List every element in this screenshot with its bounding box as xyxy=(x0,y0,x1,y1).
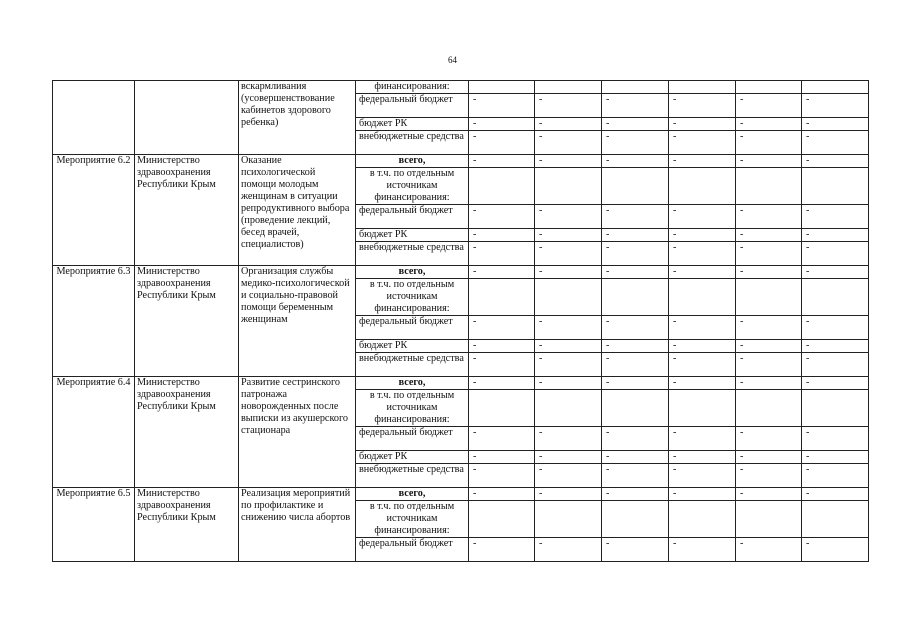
source-cell: финансирования: xyxy=(356,81,469,94)
value-cell: - xyxy=(602,488,669,501)
table-row xyxy=(53,155,869,168)
value-cell xyxy=(602,279,669,316)
value-cell: - xyxy=(736,155,802,168)
description-cell: вскармливания (усовершенствование кабинетов здорового ребенка) xyxy=(239,81,356,155)
source-cell: федеральный бюджет xyxy=(356,94,469,118)
value-cell: - xyxy=(669,488,736,501)
value-cell: - xyxy=(802,155,869,168)
value-cell: - xyxy=(469,353,535,377)
value-cell: - xyxy=(469,316,535,340)
table-row xyxy=(53,377,869,390)
source-cell: всего, xyxy=(356,155,469,168)
value-cell xyxy=(802,501,869,538)
value-cell xyxy=(669,390,736,427)
source-cell: внебюджетные средства xyxy=(356,464,469,488)
value-cell: - xyxy=(469,340,535,353)
value-cell xyxy=(602,168,669,205)
value-cell: - xyxy=(602,229,669,242)
executor-cell: Министерство здравоохранения Республики Крым xyxy=(135,488,239,562)
value-cell: - xyxy=(669,229,736,242)
table-row xyxy=(53,81,869,94)
source-cell: бюджет РК xyxy=(356,451,469,464)
table-row xyxy=(53,488,869,501)
value-cell: - xyxy=(535,266,602,279)
value-cell: - xyxy=(602,242,669,266)
value-cell: - xyxy=(535,353,602,377)
value-cell: - xyxy=(602,353,669,377)
value-cell: - xyxy=(669,427,736,451)
value-cell: - xyxy=(802,488,869,501)
value-cell: - xyxy=(469,118,535,131)
value-cell: - xyxy=(469,377,535,390)
value-cell: - xyxy=(469,488,535,501)
value-cell: - xyxy=(535,377,602,390)
value-cell: - xyxy=(736,118,802,131)
value-cell xyxy=(736,168,802,205)
value-cell xyxy=(669,81,736,94)
value-cell: - xyxy=(535,340,602,353)
value-cell xyxy=(602,81,669,94)
description-cell: Организация службы медико-психологической и социально-правовой помощи беременным женщинам xyxy=(239,266,356,377)
source-cell: внебюджетные средства xyxy=(356,353,469,377)
event-cell: Мероприятие 6.5 xyxy=(53,488,135,562)
value-cell xyxy=(669,279,736,316)
value-cell xyxy=(469,390,535,427)
value-cell: - xyxy=(602,266,669,279)
source-cell: всего, xyxy=(356,377,469,390)
value-cell: - xyxy=(669,353,736,377)
value-cell: - xyxy=(669,131,736,155)
value-cell: - xyxy=(602,205,669,229)
value-cell: - xyxy=(802,538,869,562)
value-cell: - xyxy=(535,242,602,266)
value-cell: - xyxy=(535,538,602,562)
value-cell xyxy=(736,390,802,427)
source-cell: всего, xyxy=(356,266,469,279)
value-cell: - xyxy=(469,266,535,279)
value-cell: - xyxy=(669,538,736,562)
value-cell: - xyxy=(802,94,869,118)
value-cell xyxy=(736,279,802,316)
value-cell: - xyxy=(535,131,602,155)
value-cell: - xyxy=(535,488,602,501)
value-cell: - xyxy=(535,155,602,168)
source-cell: федеральный бюджет xyxy=(356,205,469,229)
value-cell: - xyxy=(669,242,736,266)
value-cell: - xyxy=(602,118,669,131)
value-cell: - xyxy=(469,538,535,562)
value-cell: - xyxy=(469,155,535,168)
source-cell: в т.ч. по отдельным источникам финансирования: xyxy=(356,168,469,205)
source-cell: федеральный бюджет xyxy=(356,316,469,340)
value-cell: - xyxy=(802,353,869,377)
value-cell: - xyxy=(669,377,736,390)
description-cell: Реализация мероприятий по профилактике и снижению числа абортов xyxy=(239,488,356,562)
value-cell: - xyxy=(736,205,802,229)
value-cell: - xyxy=(736,229,802,242)
value-cell xyxy=(802,279,869,316)
value-cell: - xyxy=(802,377,869,390)
source-cell: внебюджетные средства xyxy=(356,131,469,155)
value-cell xyxy=(535,279,602,316)
value-cell xyxy=(535,168,602,205)
value-cell xyxy=(736,81,802,94)
source-cell: внебюджетные средства xyxy=(356,242,469,266)
value-cell: - xyxy=(602,451,669,464)
value-cell xyxy=(469,501,535,538)
event-cell: Мероприятие 6.2 xyxy=(53,155,135,266)
value-cell: - xyxy=(736,242,802,266)
source-cell: федеральный бюджет xyxy=(356,538,469,562)
value-cell: - xyxy=(736,266,802,279)
value-cell: - xyxy=(736,94,802,118)
value-cell xyxy=(669,168,736,205)
source-cell: бюджет РК xyxy=(356,118,469,131)
value-cell: - xyxy=(669,94,736,118)
source-cell: всего, xyxy=(356,488,469,501)
value-cell: - xyxy=(602,340,669,353)
value-cell: - xyxy=(736,538,802,562)
value-cell: - xyxy=(802,242,869,266)
value-cell: - xyxy=(669,316,736,340)
value-cell: - xyxy=(602,131,669,155)
executor-cell: Министерство здравоохранения Республики Крым xyxy=(135,266,239,377)
value-cell: - xyxy=(469,205,535,229)
value-cell: - xyxy=(535,427,602,451)
value-cell xyxy=(802,168,869,205)
page-number: 64 xyxy=(448,55,457,65)
value-cell: - xyxy=(802,316,869,340)
value-cell: - xyxy=(802,451,869,464)
value-cell: - xyxy=(535,451,602,464)
executor-cell xyxy=(135,81,239,155)
value-cell: - xyxy=(602,155,669,168)
source-cell: федеральный бюджет xyxy=(356,427,469,451)
value-cell: - xyxy=(535,94,602,118)
table-row xyxy=(53,266,869,279)
value-cell: - xyxy=(469,94,535,118)
value-cell: - xyxy=(535,205,602,229)
value-cell xyxy=(469,168,535,205)
value-cell: - xyxy=(736,316,802,340)
value-cell: - xyxy=(736,340,802,353)
value-cell: - xyxy=(802,118,869,131)
source-cell: бюджет РК xyxy=(356,229,469,242)
value-cell: - xyxy=(602,94,669,118)
source-cell: в т.ч. по отдельным источникам финансирования: xyxy=(356,390,469,427)
value-cell: - xyxy=(736,464,802,488)
value-cell: - xyxy=(802,464,869,488)
value-cell: - xyxy=(469,131,535,155)
value-cell: - xyxy=(736,427,802,451)
value-cell xyxy=(535,81,602,94)
value-cell: - xyxy=(669,451,736,464)
value-cell: - xyxy=(469,229,535,242)
value-cell: - xyxy=(669,118,736,131)
value-cell: - xyxy=(802,229,869,242)
value-cell: - xyxy=(602,464,669,488)
value-cell xyxy=(469,279,535,316)
value-cell: - xyxy=(669,266,736,279)
value-cell: - xyxy=(469,242,535,266)
value-cell: - xyxy=(669,155,736,168)
executor-cell: Министерство здравоохранения Республики Крым xyxy=(135,155,239,266)
value-cell: - xyxy=(602,427,669,451)
value-cell: - xyxy=(669,205,736,229)
description-cell: Оказание психологической помощи молодым женщинам в ситуации репродуктивного выбора (проведение лекций, бесед врачей, специалистов) xyxy=(239,155,356,266)
value-cell xyxy=(802,81,869,94)
value-cell xyxy=(469,81,535,94)
value-cell: - xyxy=(535,464,602,488)
value-cell: - xyxy=(535,316,602,340)
value-cell: - xyxy=(669,340,736,353)
value-cell xyxy=(736,501,802,538)
value-cell: - xyxy=(602,316,669,340)
value-cell: - xyxy=(802,131,869,155)
value-cell xyxy=(535,501,602,538)
value-cell: - xyxy=(736,131,802,155)
value-cell: - xyxy=(802,266,869,279)
value-cell xyxy=(802,390,869,427)
value-cell: - xyxy=(802,205,869,229)
value-cell: - xyxy=(469,427,535,451)
value-cell: - xyxy=(602,538,669,562)
event-cell xyxy=(53,81,135,155)
value-cell xyxy=(602,390,669,427)
funding-table xyxy=(52,80,869,562)
value-cell xyxy=(535,390,602,427)
value-cell: - xyxy=(736,377,802,390)
executor-cell: Министерство здравоохранения Республики Крым xyxy=(135,377,239,488)
source-cell: бюджет РК xyxy=(356,340,469,353)
value-cell xyxy=(669,501,736,538)
value-cell: - xyxy=(802,340,869,353)
event-cell: Мероприятие 6.3 xyxy=(53,266,135,377)
value-cell: - xyxy=(469,464,535,488)
value-cell: - xyxy=(469,451,535,464)
value-cell: - xyxy=(802,427,869,451)
value-cell: - xyxy=(669,464,736,488)
value-cell: - xyxy=(736,488,802,501)
value-cell: - xyxy=(602,377,669,390)
value-cell: - xyxy=(736,451,802,464)
description-cell: Развитие сестринского патронажа новорожденных после выписки из акушерского стационара xyxy=(239,377,356,488)
value-cell: - xyxy=(535,118,602,131)
value-cell: - xyxy=(736,353,802,377)
source-cell: в т.ч. по отдельным источникам финансирования: xyxy=(356,501,469,538)
value-cell: - xyxy=(535,229,602,242)
event-cell: Мероприятие 6.4 xyxy=(53,377,135,488)
source-cell: в т.ч. по отдельным источникам финансирования: xyxy=(356,279,469,316)
value-cell xyxy=(602,501,669,538)
